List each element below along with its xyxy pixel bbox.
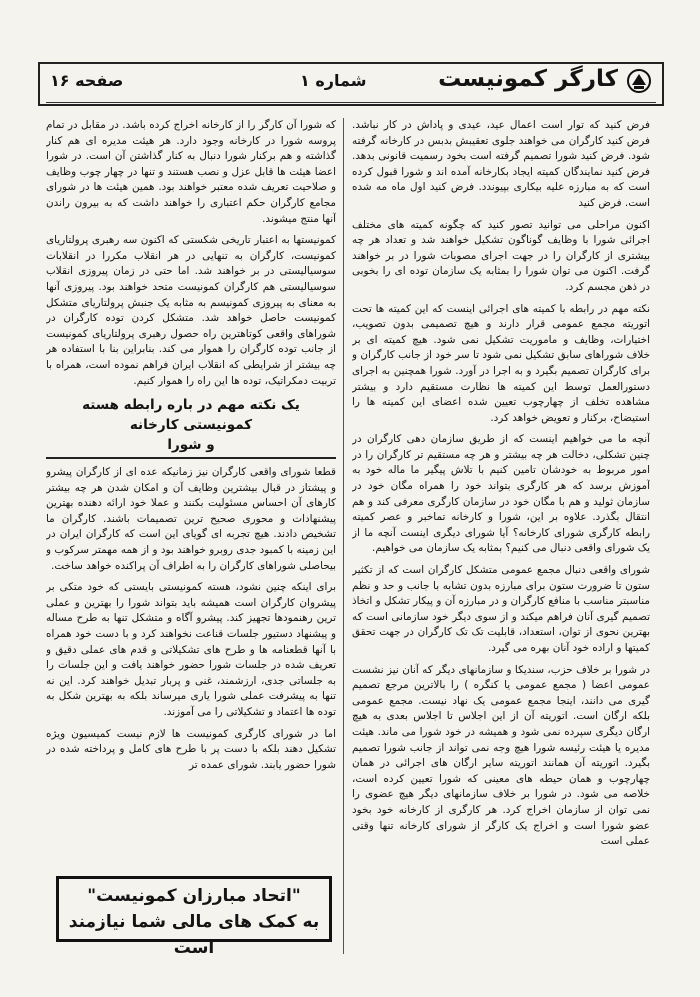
slogan-box bbox=[56, 876, 332, 958]
paragraph: آنچه ما می خواهیم اینست که از طریق سازمان دهی کارگران در چنین تشکلی، دخالت هر چه بیشتر و هر چه مستقیم تر کارگران را در امور مربوط به خودشان تامین کنیم با تلاش پیگیر ما ماله خود به آموزش برسد که هر کارگری بتواند خود را همراه مگان خود در سازمان ثولید و هم با مگان خود در سازمان کارگری معرفی کند و هم انتقال بگذرد. علاوه بر این، شورا و کارخانه تماخبر و عصر کمیته رابطه کارگری شورای کارخانه؟ آیا شورای دیگری اینست آنچه ما از یک شورای واقعی دنبال می کنیم؟ بمثابه یک سازمان می خواهیم. bbox=[352, 433, 650, 555]
paragraph: برای اینکه چنین نشود، هسته کمونیستی بایستی که خود متکی بر پیشروان کارگران است همیشه باید بتواند شورا را بهترین و عملی ترین رهنمودها تجهیز کند. پیشرو آگاه و متشکل تنها به طرح مساله و پیشنهاد دستیور جلسات قناعت نخواهند کرد و با دست خود همراه با آنها قطعنامه ها و طرح های تشکیلاتی و قدم های عملی دقیق و تعریف شده در جلسات شورا حضور خواهند یافت و این جلسات را به جلساتی جدی، ارزشمند، غنی و پربار تبدیل خواهند کرد. این نه تنها به پیشرفت عملی شورا یاری میرساند بلکه به بهترین شکل به توده ها اعتماد و تشکیلاتی را می آموزند. bbox=[46, 581, 336, 718]
emblem-icon bbox=[626, 68, 652, 94]
slogan-line: به کمک های مالی شما نیازمند است bbox=[68, 912, 320, 958]
column-divider bbox=[343, 118, 344, 954]
paragraph: فرض کنید که توار است اعمال عید، عیدی و پاداش در کار نباشد. فرض کنید کارگران می خواهند جلوی تعقیبش بدبس در کارخانه گرفته شود. فرض کنید شورا تصمیم گرفته است بخود رسمیت قانونی بدهد. فرض کنید نمایندگان کمیته ایجاد بکارخانه آمده اند و شورا قبول کرده است که به مبارزه علیه بیکاری بپیوندد. فرض کنید اول ماه مه شده است. فرض کنید bbox=[352, 119, 650, 209]
paragraph: در شورا بر خلاف حزب، سندیکا و سازمانهای دیگر که آنان نیز نشست عمومی اعضا ( مجمع عمومی یا کنگره ) را بالاترین مرجع تصمیم گیری می دانند، اینجا مجمع عمومی یک نهاد نیست. مجمع عمومی بلکه ارگان است. اتوریته آن از این اجلاس تا اجلاس بعدی به هیچ ارگان دیگری سپرده نمی شود و همیشه در خود شورا می ماند. هیئت مدیره یا هیئت رئیسه شورا هیچ وجه نمی تواند از جانب شورا تصمیم بگیرد. اتوریته آن همانند اتوریته سایر ارگان های اجرائی در همان چهارچوب و همان حیطه های معینی که شورا تعیین کرده است، خلاصه می شود. در شورا بر خلاف سازمانهای دیگر هیچ عضوی را نمی توان از سازمان اخراج کرد. هر کارگری از کارخانه خود بخود عضو شورا است و اخراج یک کارگر از شورای کارخانه تنها وقتی عملی است bbox=[352, 663, 650, 848]
masthead bbox=[38, 62, 664, 106]
section-heading-line: و شورا bbox=[167, 437, 215, 454]
masthead-rule bbox=[46, 102, 656, 103]
section-heading-line: یک نکته مهم در باره رابطه هسته کمونیستی کارخانه bbox=[82, 397, 300, 434]
paragraph: کمونیستها به اعتبار تاریخی شکستی که اکنون سه رهبری پرولتاریای کمونیست، کارگران به تنهایی در هر انقلاب مکررا در انقلابات سوسیالیستی در بر خواهند شد. اما حتی در زمان پیروزی انقلاب سوسیالیستی هم کارگران کمونیست متحد خواهند بود. پیروزی آنها به معنای به پیروزی کمونیسم به مثابه یک جنبش پرولتاریای متشکل کمونیست حاصل خواهد شد. متشکل کردن توده کارگران در شوراهای واقعی کوتاهترین راه حصول رهبری پرولتاریای کمونیست از جانب توده کارگران را هموار می کند. بنابراین بنا با استفاده هر چه بیشتر از شرایطی که انقلاب ایران فراهم نموده است، همراه با تربیت دمکراتیک، توده ها این راه را هموار کنیم. bbox=[46, 234, 336, 387]
paragraph: قطعا شورای واقعی کارگران نیز زمانیکه عده ای از کارگران پیشرو و پیشتاز در قبال بیشترین وظایف آن و امکان شدن هر چه بیشتر کارهای آن احساس مسئولیت بکنند و عملا خود ارائه دهنده بهترین پیشنهادات و محوری صحیح ترین تصمیمات باشند. کارگران ما تشخیص دادند. هیچ تجربه ای گویای این است که کارگران ایران در این زمینه با کمبود جدی روبرو خواهند بود و از همه مهمتر سرکوب و بیحاصلی شوراهای کارگران را به اطراف آن پراکنده خواهد ساخت. bbox=[46, 466, 336, 572]
paragraph: اکنون مراحلی می توانید تصور کنید که چگونه کمیته های مختلف اجرائی شورا با وظایف گوناگون تشکیل خواهند شد و تعداد هر چه بیشتری از کارگران را در جهت اجرای مصوبات شورا در بر خواهند گرفت. اکنون می توان شورا را بمثابه یک سازمان توده ای را بخوبی در ذهن مجسم کرد. bbox=[352, 218, 650, 293]
issue-number: شماره ۱ bbox=[300, 71, 367, 90]
slogan-line: "اتحاد مبارزان کمونیست" bbox=[87, 886, 301, 906]
newspaper-title: کارگر کمونیست bbox=[438, 66, 618, 92]
paragraph: که شورا آن کارگر را از کارخانه اخراج کرده باشد. در مقابل در تمام پروسه شورا در کارخانه وجود دارد. هر هیئت مدیره ای هم کنار گذاشته و هم برکنار شورا دنبال به کنار گذاشتن آن است. در شورا اعضا هیئت ها قابل عزل و نصب هستند و تنها در چهار چوب وظایف و صلاحیت تعریف شده معتبر خواهند بود. همین هیئت ها در شورای مجامع کارگران حکم اعتباری را خواهند داشت که به بیرون راندن آنها منتج میشوند. bbox=[46, 119, 336, 225]
left-column bbox=[46, 118, 336, 840]
paragraph: شورای واقعی دنبال مجمع عمومی متشکل کارگران است که از تکثیر ستون تا ضرورت ستون برای مبارزه بدون تشابه با جانب و حد و نظم مناسبتر مناسب با منافع کارگران و در مبارزه آن و پیکار تشکل و اتخاذ تصمیم گیری آنان فراهم میکند و از سوی دیگر خود سازمانی است که بهترین نحوی از توان، استعداد، قابلیت تک تک کارگران در جهت تحقق کمیتها و اراده خود آنان بهره می گیرد. bbox=[352, 564, 650, 654]
paragraph: اما در شورای کارگری کمونیست ها لازم نیست کمیسیون ویژه تشکیل دهند بلکه با دست پر با طرح های کامل و پرداخته شده در شورا حضور یابند. شورای عمده تر bbox=[46, 727, 336, 771]
section-rule bbox=[46, 457, 336, 459]
section-heading bbox=[46, 395, 336, 455]
paragraph: نکته مهم در رابطه با کمیته های اجرائی اینست که این کمیته ها تحت اتوریته مجمع عمومی قرار دارند و هیچ تصمیمی بدون تصویب، اختیارات، وظایف و ماموریت تشکیل نمی شود. هیچ کمیته ای بر خلاف شوراهای سابق تشکیل نمی شود تا سر خود از جانب کارگران و برای کارگران تصمیم بگیرد و به اجرا در آورد. شورا همچنین به اجرای دستورالعمل توسط این کمیته ها نظارت مستقیم دارد و بیشتر مشاهده تخلف از چهارچوب تعیین شده اعضای این کمیته ها را استیضاح، برکنار و تعویض خواهد کرد. bbox=[352, 302, 650, 424]
right-column bbox=[352, 118, 650, 960]
page-number: صفحه ۱۶ bbox=[50, 71, 124, 90]
